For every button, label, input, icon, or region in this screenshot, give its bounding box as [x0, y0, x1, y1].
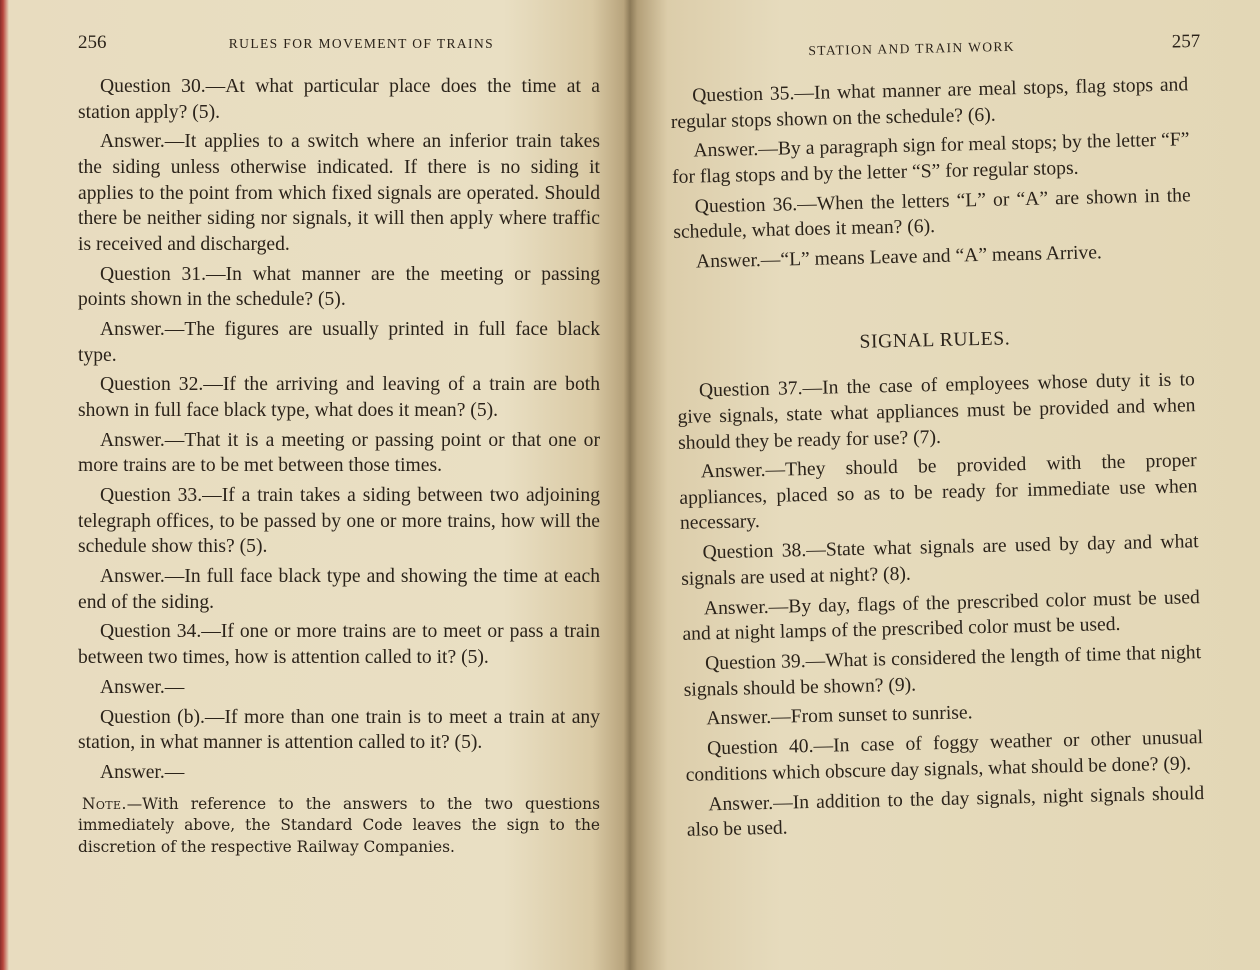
footnote	[78, 794, 600, 859]
answer-36: Answer.—“L” means Leave and “A” means Arrive.	[695, 242, 1103, 273]
answer-34: Answer.—	[100, 676, 185, 698]
left-running-head	[78, 32, 602, 62]
question-b: Question (b).—If more than one train is to meet a train at any station, in what manner is attention called to it? (5).	[78, 706, 600, 754]
question-39: Question 39.—What is considered the length of time that night signals should be shown? (9).	[683, 642, 1202, 701]
answer-39: Answer.—From sunset to sunrise.	[706, 702, 973, 730]
right-page-number: 257	[1171, 30, 1201, 53]
right-running-title: STATION AND TRAIN WORK	[808, 38, 1016, 59]
question-36: Question 36.—When the letters “L” or “A” are shown in the schedule, what does it mean? (6).	[673, 184, 1191, 244]
right-body-text	[670, 72, 1205, 843]
note-label: Note.	[82, 794, 127, 813]
right-running-head	[670, 23, 1201, 64]
question-31: Question 31.—In what manner are the meeting or passing points shown in the schedule? (5).	[78, 263, 600, 311]
section-title: SIGNAL RULES.	[859, 328, 1011, 353]
question-30: Question 30.—At what particular place does the time at a station apply? (5).	[78, 76, 600, 123]
answer-33: Answer.—In full face black type and showing the time at each end of the siding.	[78, 566, 600, 613]
left-page-number: 256	[78, 32, 107, 53]
answer-b: Answer.—	[100, 761, 185, 783]
answer-37: Answer.—They should be provided with the proper appliances, placed so as to be ready for immediate use when necessary.	[679, 450, 1198, 535]
left-running-title: RULES FOR MOVEMENT OF TRAINS	[228, 36, 494, 51]
left-page	[0, 0, 620, 970]
answer-32: Answer.—That it is a meeting or passing point or that one or more trains are to be met between those times.	[78, 429, 600, 477]
question-38: Question 38.—State what signals are used by day and what signals are used at night? (8).	[680, 531, 1199, 590]
question-34: Question 34.—If one or more trains are to meet or pass a train between two times, how is attention called to it? (5).	[78, 621, 600, 668]
question-37: Question 37.—In the case of employees whose duty it is to give signals, state what appliances must be provided and when should they be ready for use? (7).	[677, 369, 1196, 454]
question-33: Question 33.—If a train takes a siding between two adjoining telegraph offices, to be passed by one or more trains, how will the schedule show this? (5).	[78, 485, 600, 558]
left-body-text	[78, 74, 600, 786]
answer-38: Answer.—By day, flags of the prescribed color must be used and at night lamps of the prescribed color must be used.	[682, 586, 1201, 646]
answer-31: Answer.—The figures are usually printed in full face black type.	[78, 318, 600, 366]
note-text: —With reference to the answers to the two questions immediately above, the Standard Code leaves the sign to the discretion of the respective Railway Companies.	[78, 794, 600, 856]
answer-35: Answer.—By a paragraph sign for meal stops; by the letter “F” for flag stops and by the letter “S” for regular stops.	[671, 129, 1190, 188]
answer-40: Answer.—In addition to the day signals, night signals should also be used.	[686, 782, 1205, 841]
question-32: Question 32.—If the arriving and leaving of a train are both shown in full face black type, what does it mean? (5).	[78, 374, 600, 421]
answer-30: Answer.—It applies to a switch where an inferior train takes the siding unless otherwise indicated. If there is no siding it applies to the point from which fixed signals are operated. Should there be neither siding nor signals, it will then apply where traffic is received and discharged.	[78, 131, 600, 255]
question-35: Question 35.—In what manner are meal stops, flag stops and regular stops shown on the schedule? (6).	[670, 74, 1189, 133]
question-40: Question 40.—In case of foggy weather or other unusual conditions which obscure day signals, what should be done? (9).	[685, 727, 1204, 786]
right-page	[640, 0, 1260, 970]
